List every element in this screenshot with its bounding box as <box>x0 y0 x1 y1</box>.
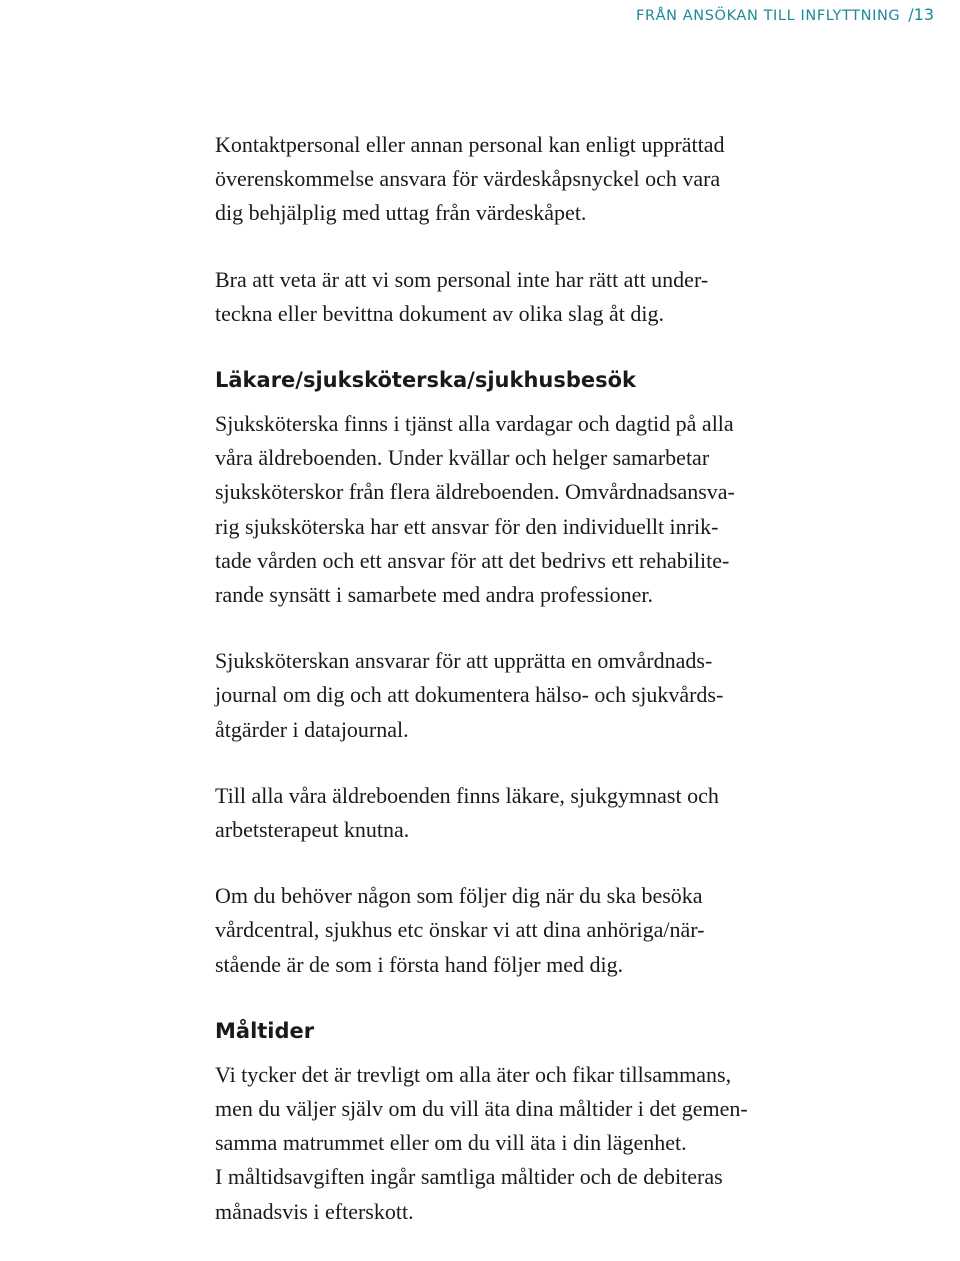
running-header <box>636 5 934 24</box>
text-line: vårdcentral, sjukhus etc önskar vi att dina anhöriga/när- <box>215 917 705 943</box>
text-line: samma matrummet eller om du vill äta i din lägenhet. <box>215 1130 687 1156</box>
text-line: teckna eller bevittna dokument av olika slag åt dig. <box>215 300 665 326</box>
section-heading-medical: Läkare/sjuksköterska/sjukhusbesök <box>215 368 637 393</box>
text-line: tade vården och ett ansvar för att det bedrivs ett rehabilite- <box>215 547 730 573</box>
text-line: rig sjuksköterska har ett ansvar för den individuellt inrik- <box>215 513 719 539</box>
text-line: Bra att veta är att vi som personal inte har rätt att under- <box>215 266 709 292</box>
text-line: stående är de som i första hand följer med dig. <box>215 951 624 977</box>
paragraph-nurse-availability <box>215 407 855 612</box>
paragraph-care-staff <box>215 779 855 847</box>
text-line: Sjuksköterskan ansvarar för att upprätta en omvårdnads- <box>215 648 713 674</box>
text-line: Om du behöver någon som följer dig när du ska besöka <box>215 883 703 909</box>
text-line: dig behjälplig med uttag från värdeskåpet. <box>215 200 587 226</box>
text-line: Kontaktpersonal eller annan personal kan enligt upprättad <box>215 132 725 157</box>
text-line: åtgärder i datajournal. <box>215 716 409 742</box>
text-line: I måltidsavgiften ingår samtliga måltider och de debiteras <box>215 1164 723 1190</box>
paragraph-nursing-journal <box>215 644 855 747</box>
paragraph-safe-key <box>215 128 855 231</box>
page-content <box>215 128 855 1261</box>
text-line: men du väljer själv om du vill äta dina måltider i det gemen- <box>215 1096 748 1122</box>
section-heading-meals: Måltider <box>215 1018 315 1043</box>
text-line: Vi tycker det är trevligt om alla äter och fikar tillsammans, <box>215 1061 732 1087</box>
paragraph-meals <box>215 1058 855 1229</box>
text-line: journal om dig och att dokumentera hälso- och sjukvårds- <box>215 682 724 708</box>
text-line: Till alla våra äldreboenden finns läkare, sjukgymnast och <box>215 782 719 808</box>
text-line: rande synsätt i samarbete med andra professioner. <box>215 582 654 608</box>
text-line: våra äldreboenden. Under kvällar och helger samarbetar <box>215 445 710 471</box>
text-line: Sjuksköterska finns i tjänst alla vardagar och dagtid på alla <box>215 411 734 437</box>
text-line: arbetsterapeut knutna. <box>215 817 410 843</box>
section-title: FRÅN ANSÖKAN TILL INFLYTTNING <box>636 8 901 24</box>
paragraph-escort-visits <box>215 879 855 982</box>
page-number: /13 <box>908 5 934 24</box>
paragraph-signing-documents <box>215 263 855 331</box>
text-line: månadsvis i efterskott. <box>215 1198 414 1224</box>
text-line: överenskommelse ansvara för värdeskåpsnyckel och vara <box>215 166 721 192</box>
text-line: sjuksköterskor från flera äldreboenden. Omvårdnadsansva- <box>215 479 735 505</box>
